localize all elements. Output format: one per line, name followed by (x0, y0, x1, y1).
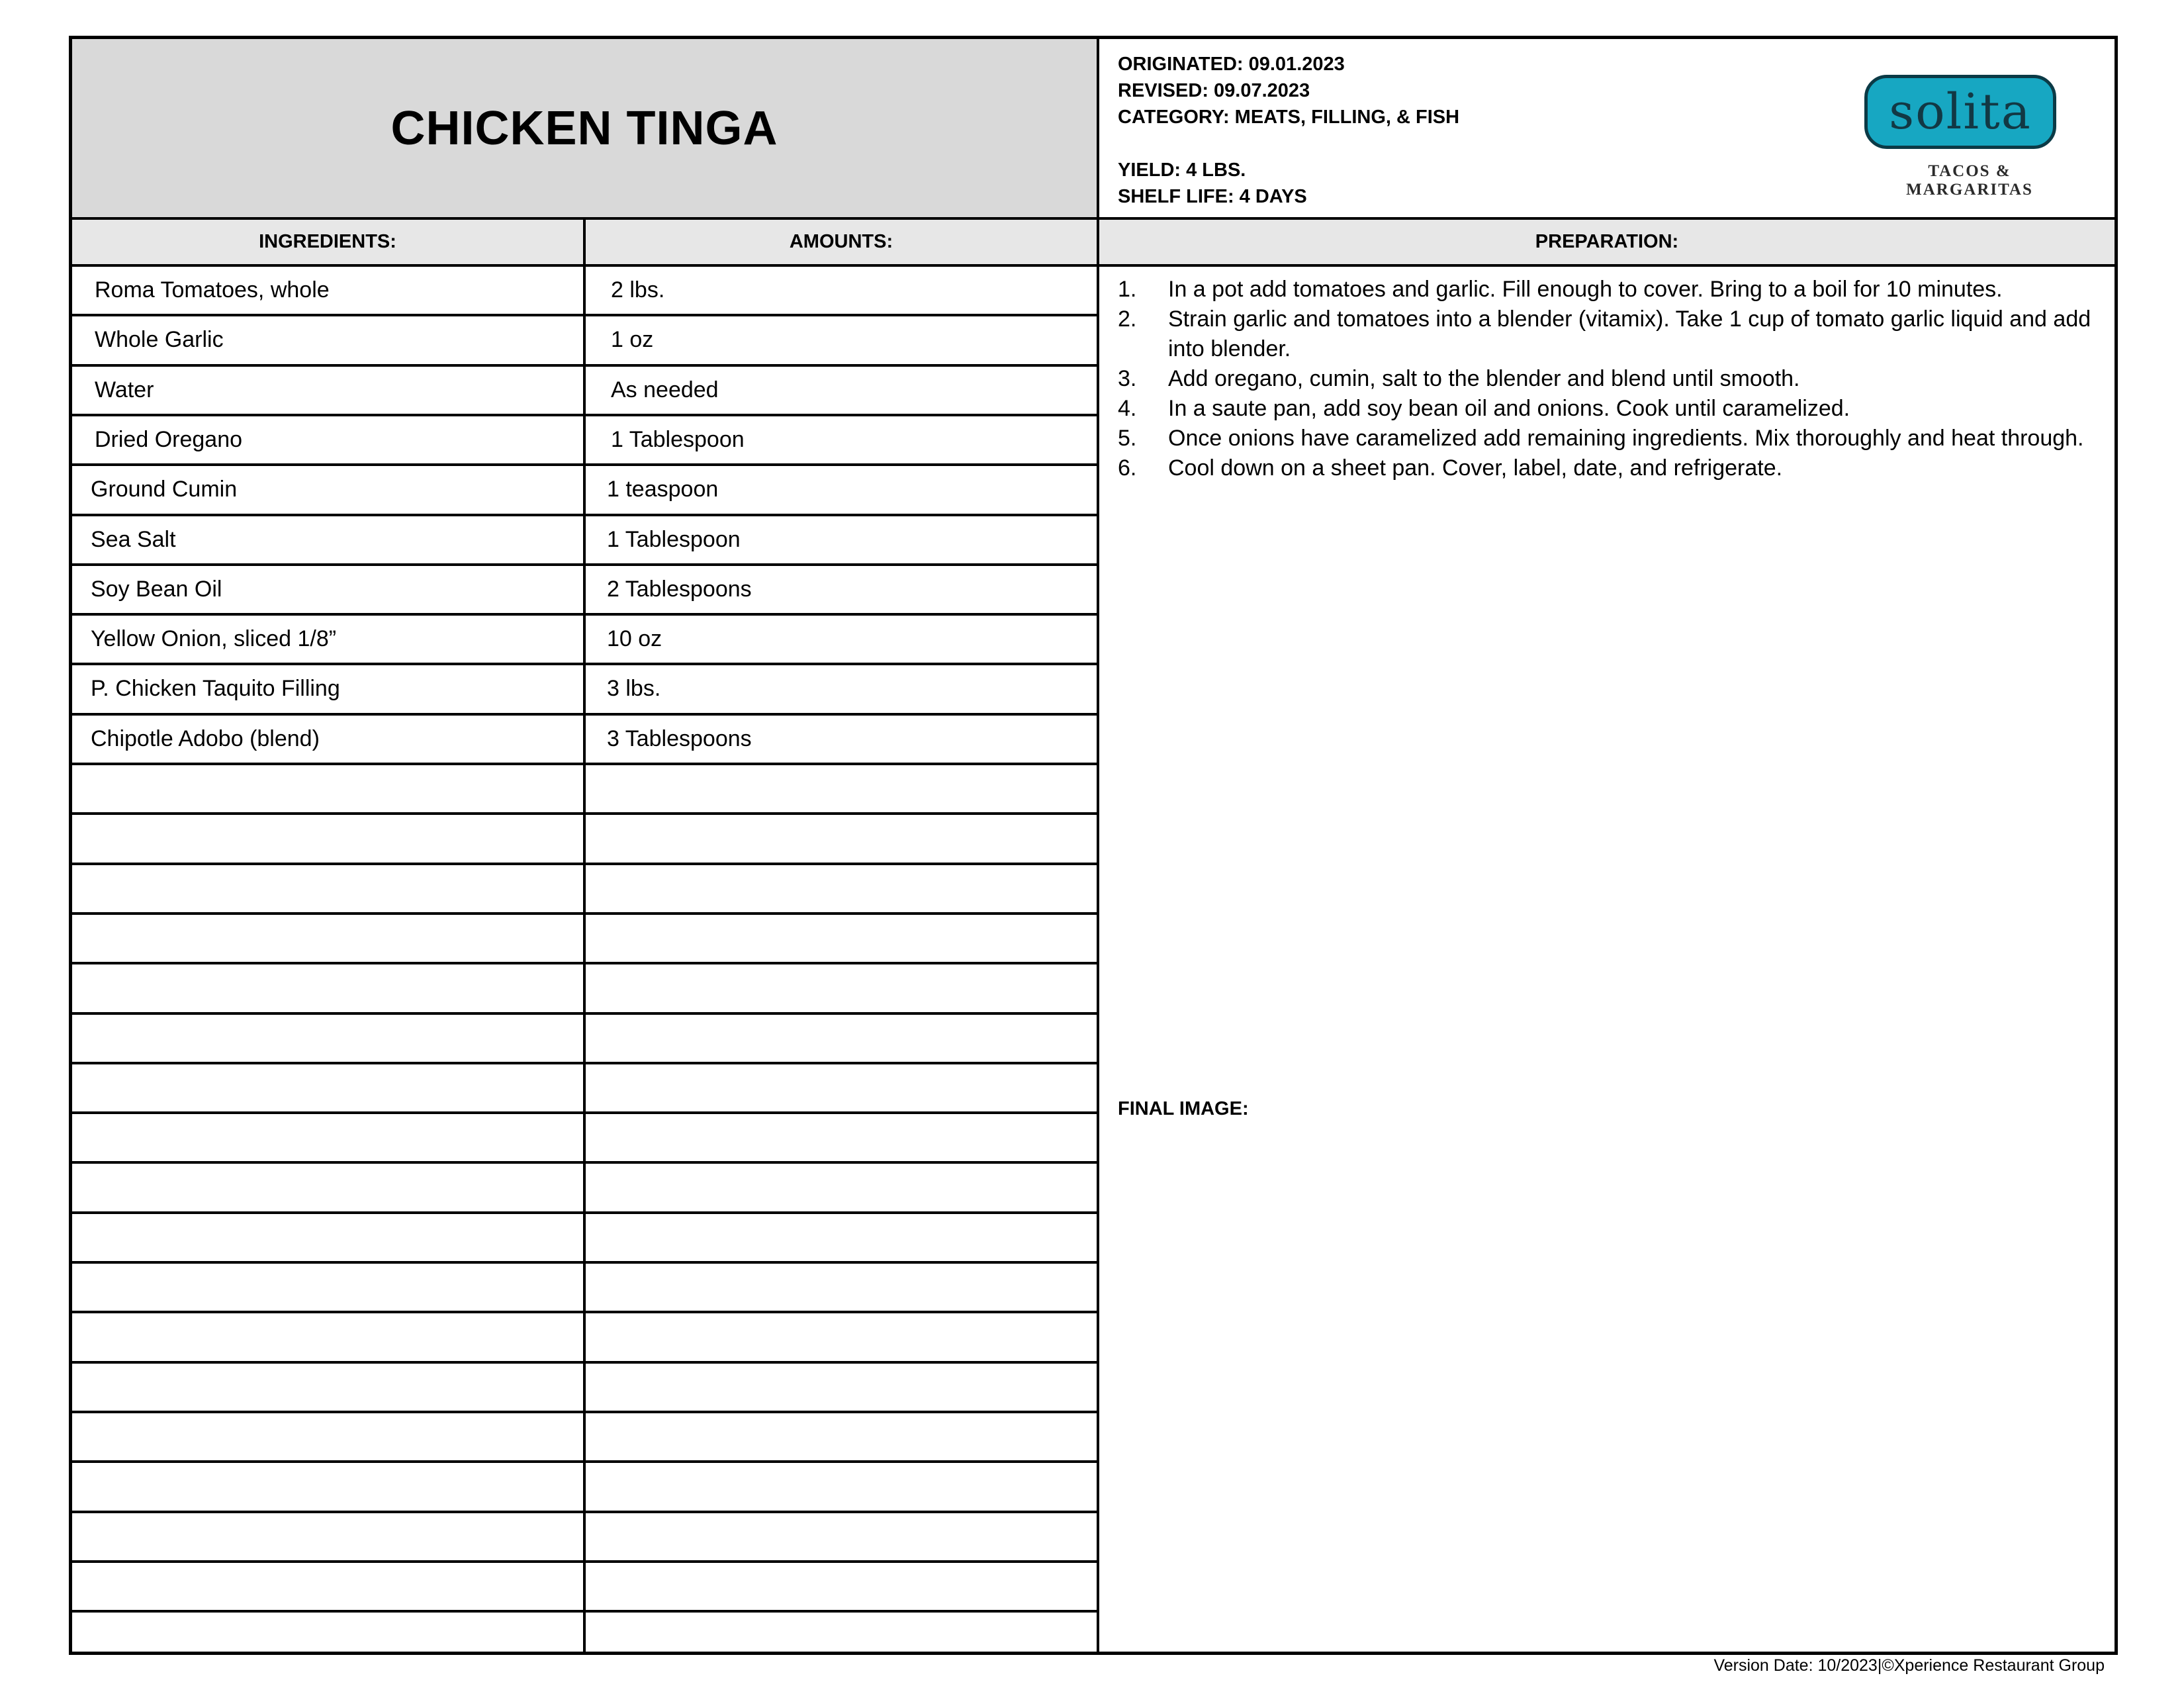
shelf-life: SHELF LIFE: 4 DAYS (1118, 186, 1307, 207)
final-image-label: FINAL IMAGE: (1118, 1098, 1249, 1119)
table-row-divider (72, 863, 1097, 865)
ingredient-amount: As needed (611, 377, 719, 402)
step-number: 5. (1118, 426, 1137, 451)
preparation-step (1118, 453, 2104, 483)
divider-header-top (72, 217, 2115, 220)
table-row-divider (72, 1261, 1097, 1264)
ingredients-header: INGREDIENTS: (72, 220, 583, 264)
ingredient-amount: 1 Tablespoon (611, 427, 745, 452)
version-footer: Version Date: 10/2023|©Xperience Restaurant Group (1713, 1656, 2105, 1675)
table-row-divider (72, 364, 1097, 367)
ingredient-name: Water (95, 377, 154, 402)
category: CATEGORY: MEATS, FILLING, & FISH (1118, 107, 1460, 128)
yield: YIELD: 4 LBS. (1118, 160, 1246, 181)
ingredient-amount: 1 teaspoon (607, 477, 719, 502)
step-text: Once onions have caramelized add remaining ingredients. Mix thoroughly and heat through. (1168, 426, 2084, 451)
table-row-divider (72, 1511, 1097, 1513)
step-number: 2. (1118, 306, 1137, 332)
table-row-divider (72, 1610, 1097, 1613)
table-row-divider (72, 1311, 1097, 1313)
amounts-header: AMOUNTS: (586, 220, 1097, 264)
divider-vertical-columns (583, 217, 586, 1652)
ingredient-name: Sea Salt (91, 527, 176, 552)
revised-date: REVISED: 09.07.2023 (1118, 80, 1310, 101)
logo-badge (1864, 75, 2056, 149)
recipe-meta (1118, 51, 1459, 210)
table-row-divider (72, 1012, 1097, 1015)
preparation-step (1118, 424, 2104, 453)
step-text: Cool down on a sheet pan. Cover, label, date, and refrigerate. (1168, 455, 1783, 481)
step-text: Add oregano, cumin, salt to the blender and blend until smooth. (1168, 366, 1800, 391)
ingredient-amount: 3 lbs. (607, 676, 661, 701)
preparation-step (1118, 394, 2104, 424)
step-text: Strain garlic and tomatoes into a blender (vitamix). Take 1 cup of tomato garlic liquid and add into blender. (1168, 306, 2091, 361)
step-number: 4. (1118, 396, 1137, 421)
ingredient-name: Dried Oregano (95, 427, 243, 452)
divider-vertical-main (1097, 39, 1099, 1652)
table-row-divider (72, 1211, 1097, 1214)
ingredient-amount: 10 oz (607, 626, 662, 651)
preparation-step (1118, 305, 2104, 364)
preparation-step (1118, 364, 2104, 394)
table-row-divider (72, 812, 1097, 815)
step-text: In a pot add tomatoes and garlic. Fill enough to cover. Bring to a boil for 10 minutes. (1168, 277, 2003, 302)
recipe-title: CHICKEN TINGA (390, 101, 778, 155)
preparation-step (1118, 275, 2104, 305)
ingredient-amount: 2 lbs. (611, 277, 665, 303)
step-number: 3. (1118, 366, 1137, 391)
ingredient-name: Ground Cumin (91, 477, 238, 502)
logo-tagline: TACOS & MARGARITAS (1906, 162, 2033, 199)
preparation-steps (1118, 275, 2104, 483)
ingredient-name: Soy Bean Oil (91, 577, 222, 602)
ingredient-name: Whole Garlic (95, 327, 224, 352)
step-number: 6. (1118, 455, 1137, 481)
table-row-divider (72, 1560, 1097, 1563)
table-row-divider (72, 1460, 1097, 1463)
step-number: 1. (1118, 277, 1137, 302)
ingredient-amount: 1 Tablespoon (607, 527, 741, 552)
divider-header-bottom (72, 264, 2115, 267)
table-row-divider (72, 912, 1097, 915)
table-row-divider (72, 1361, 1097, 1364)
table-row-divider (72, 314, 1097, 316)
recipe-sheet (69, 36, 2118, 1655)
logo-wordmark: solita (1889, 83, 2032, 140)
solita-logo (1864, 75, 2075, 220)
preparation-header: PREPARATION: (1099, 220, 2115, 264)
table-row-divider (72, 514, 1097, 516)
ingredient-name: P. Chicken Taquito Filling (91, 676, 340, 701)
ingredient-amount: 3 Tablespoons (607, 726, 752, 751)
table-row-divider (72, 1411, 1097, 1413)
table-row-divider (72, 763, 1097, 765)
table-row-divider (72, 1161, 1097, 1164)
title-cell (72, 39, 1097, 217)
table-row-divider (72, 1062, 1097, 1064)
ingredient-amount: 2 Tablespoons (607, 577, 752, 602)
originated-date: ORIGINATED: 09.01.2023 (1118, 54, 1345, 75)
step-text: In a saute pan, add soy bean oil and onions. Cook until caramelized. (1168, 396, 1850, 421)
table-row-divider (72, 1111, 1097, 1114)
ingredient-name: Yellow Onion, sliced 1/8” (91, 626, 337, 651)
table-row-divider (72, 962, 1097, 964)
ingredient-name: Chipotle Adobo (blend) (91, 726, 320, 751)
ingredient-amount: 1 oz (611, 327, 654, 352)
table-row-divider (72, 563, 1097, 566)
ingredient-name: Roma Tomatoes, whole (95, 277, 330, 303)
